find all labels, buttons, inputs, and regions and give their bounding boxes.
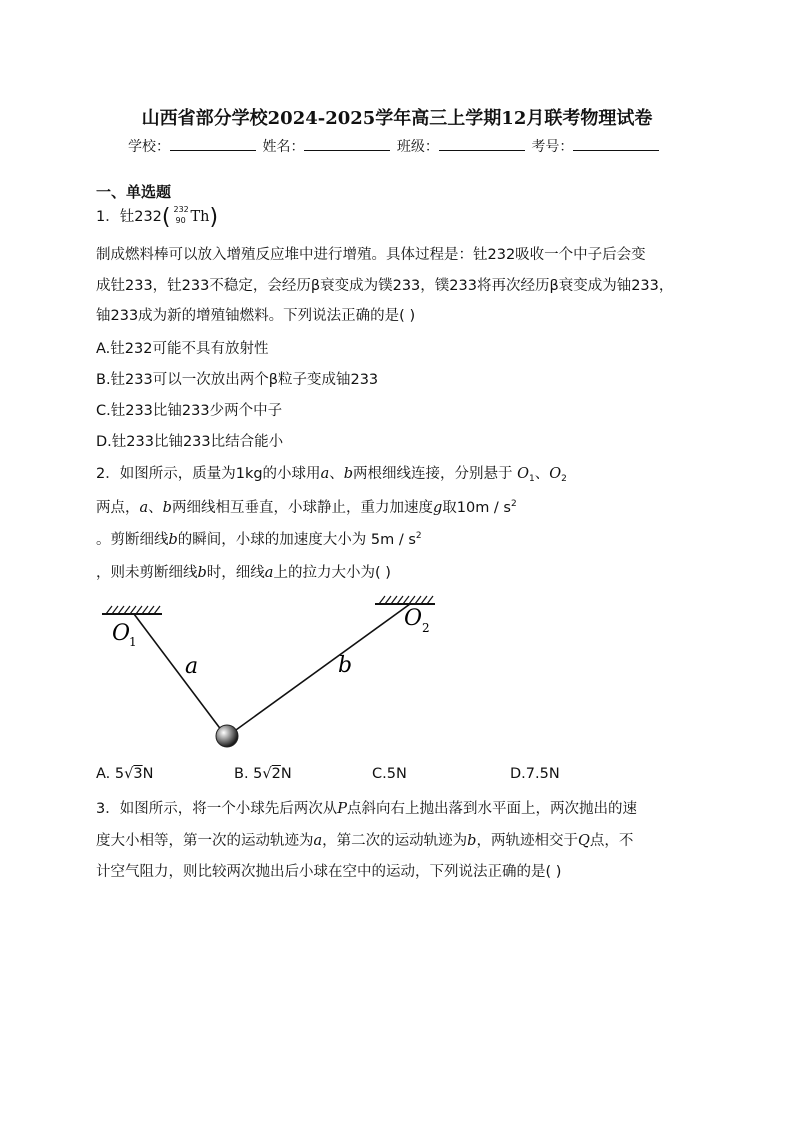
class-label: 班级： [396, 139, 439, 155]
q1-line-3: 铀233成为新的增殖铀燃料。下列说法正确的是( ) [96, 308, 416, 324]
string-a [134, 614, 225, 735]
ball [216, 725, 238, 747]
q2-option-d[interactable]: D.7.5N [510, 766, 560, 782]
nuclide-notation: 232 90 [173, 205, 189, 225]
exam-no-label: 考号： [531, 139, 574, 155]
q3-line-1: 3．如图所示，将一个小球先后两次从P点斜向右上抛出落到水平面上，两次抛出的速 [96, 801, 637, 817]
label-a: a [185, 654, 199, 679]
q2-option-b[interactable]: B. 5√2N [234, 766, 292, 782]
q1-option-c[interactable]: C.钍233比铀233少两个中子 [96, 403, 283, 419]
q3-line-3: 计空气阻力，则比较两次抛出后小球在空中的运动，下列说法正确的是( ) [96, 864, 562, 880]
q2-figure [92, 590, 472, 760]
q1-line-1: 制成燃料棒可以放入增殖反应堆中进行增殖。具体过程是：钍232吸收一个中子后会变 [96, 247, 646, 263]
section-heading: 一、单选题 [96, 183, 172, 201]
student-info [128, 136, 661, 156]
school-label: 学校： [128, 139, 170, 155]
q1-option-d[interactable]: D.钍233比铀233比结合能小 [96, 434, 284, 450]
q3-line-2: 度大小相等，第一次的运动轨迹为a，第二次的运动轨迹为b，两轨迹相交于Q点，不 [96, 833, 634, 849]
label-b: b [338, 653, 353, 678]
q2-line-1: 2．如图所示，质量为1kg的小球用a、b两根细线连接，分别悬于 $O_1$、$O_2$ [96, 466, 567, 484]
q2-line-4: ，则未剪断细线b时，细线a上的拉力大小为( ) [96, 565, 391, 581]
q1-stem-head: 1．钍232( 232 90 Th) [96, 205, 219, 230]
q2-option-c[interactable]: C.5N [372, 766, 407, 782]
q1-line-2: 成钍233，钍233不稳定，会经历β衰变成为镤233，镤233将再次经历β衰变成为铀233， [96, 278, 674, 294]
school-blank[interactable] [170, 136, 256, 151]
ceiling-left [102, 606, 162, 614]
page-title: 山西省部分学校2024-2025学年高三上学期12月联考物理试卷 [141, 108, 653, 129]
label-o1: O [112, 621, 131, 646]
q2-option-a[interactable]: A. 5√3N [96, 766, 154, 782]
label-o1-sub: 1 [129, 635, 137, 649]
string-b [229, 604, 410, 735]
exam-no-blank[interactable] [573, 136, 659, 151]
label-o2: O [404, 606, 423, 631]
q2-line-3: 。剪断细线b的瞬间，小球的加速度大小为 $5m / s^2$ [96, 531, 422, 548]
name-label: 姓名： [262, 139, 305, 155]
ceiling-right [375, 596, 435, 604]
q2-line-2: 两点，a、b两细线相互垂直，小球静止，重力加速度g取$10m / s^2$ [96, 499, 517, 516]
q1-option-a[interactable]: A.钍232可能不具有放射性 [96, 341, 269, 357]
name-blank[interactable] [304, 136, 390, 151]
label-o2-sub: 2 [422, 621, 430, 635]
q1-option-b[interactable]: B.钍233可以一次放出两个β粒子变成铀233 [96, 372, 379, 388]
class-blank[interactable] [439, 136, 525, 151]
